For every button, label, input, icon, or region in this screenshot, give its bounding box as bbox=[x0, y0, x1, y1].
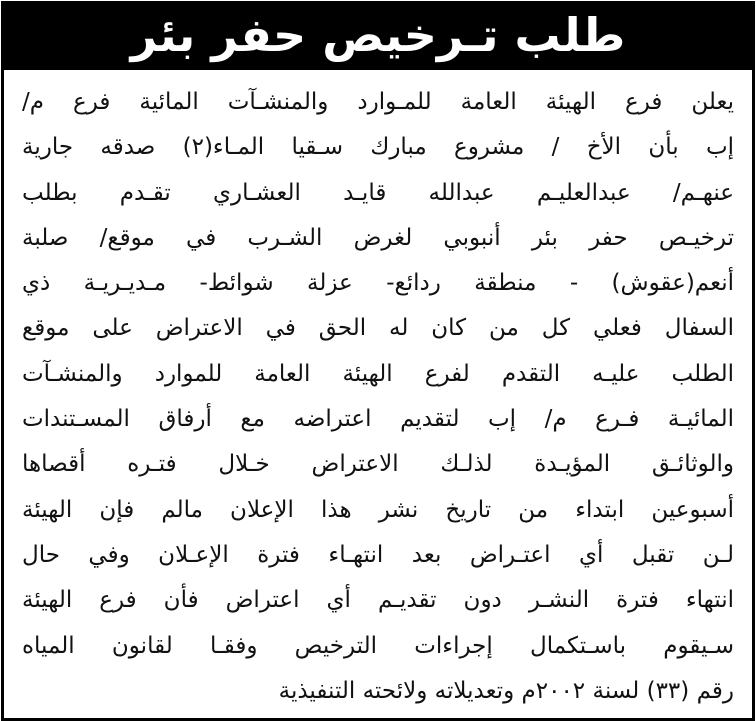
notice-title: طلب تـرخيص حفر بئر bbox=[130, 8, 626, 62]
notice-line-13: سـيقوم باسـتكمال إجراءات الترخيص وفقـا لقانون المياه bbox=[22, 632, 734, 659]
notice-line-9: والوثائـق المؤيـدة لذلـك الاعتراض خـلال فتـره أقصاها bbox=[22, 451, 734, 478]
notice-line-5: أنعم(عقوش) - منطقة ردائع- عزلة شوائط- مـديـريـة ذي bbox=[22, 270, 734, 297]
notice-line-8: المائيـة فـرع م/ إب لتقديم اعتراضه مع أرفاق المسـتندات bbox=[22, 406, 734, 433]
notice-line-11: لـن تقبل أي اعتـراض بعد انتهـاء فترة الإعـلان وفي حال bbox=[22, 541, 734, 568]
notice-frame bbox=[1, 1, 755, 721]
notice-line-1: يعلن فرع الهيئة العامة للمـوارد والمنشـآت المائية فرع م/ bbox=[22, 89, 734, 115]
notice-header bbox=[4, 4, 752, 70]
notice-line-3: عنهـم/ عبدالعليـم عبدالله قايـد العشـاري تقـدم بطلب bbox=[22, 179, 734, 206]
notice-line-6: السفال فعلي كل من كان له الحق في الاعتراض على موقع bbox=[22, 315, 734, 342]
notice-line-14: رقم (٣٣) لسنة ٢٠٠٢م وتعديلاته ولائحته التنفيذية bbox=[278, 677, 734, 704]
notice-line-12: انتهاء فترة النشـر دون تقديـم أي اعتراض فأن فرع الهيئة bbox=[22, 587, 734, 614]
notice-line-7: الطلب عليـه التقدم لفرع الهيئة العامة للموارد والمنشـآت bbox=[22, 360, 734, 387]
notice-line-4: ترخيـص حفر بئر أنبوبي لغرض الشـرب في موقع/ صلبة bbox=[22, 224, 734, 251]
notice-body bbox=[22, 80, 734, 714]
notice-line-10: أسبوعين ابتداء من تاريخ نشر هذا الإعلان مالم فإن الهيئة bbox=[22, 496, 734, 523]
notice-line-2: إب بأن الأخ / مشروع مبارك سـقيا المـاء(٢) صدقه جارية bbox=[22, 134, 734, 161]
